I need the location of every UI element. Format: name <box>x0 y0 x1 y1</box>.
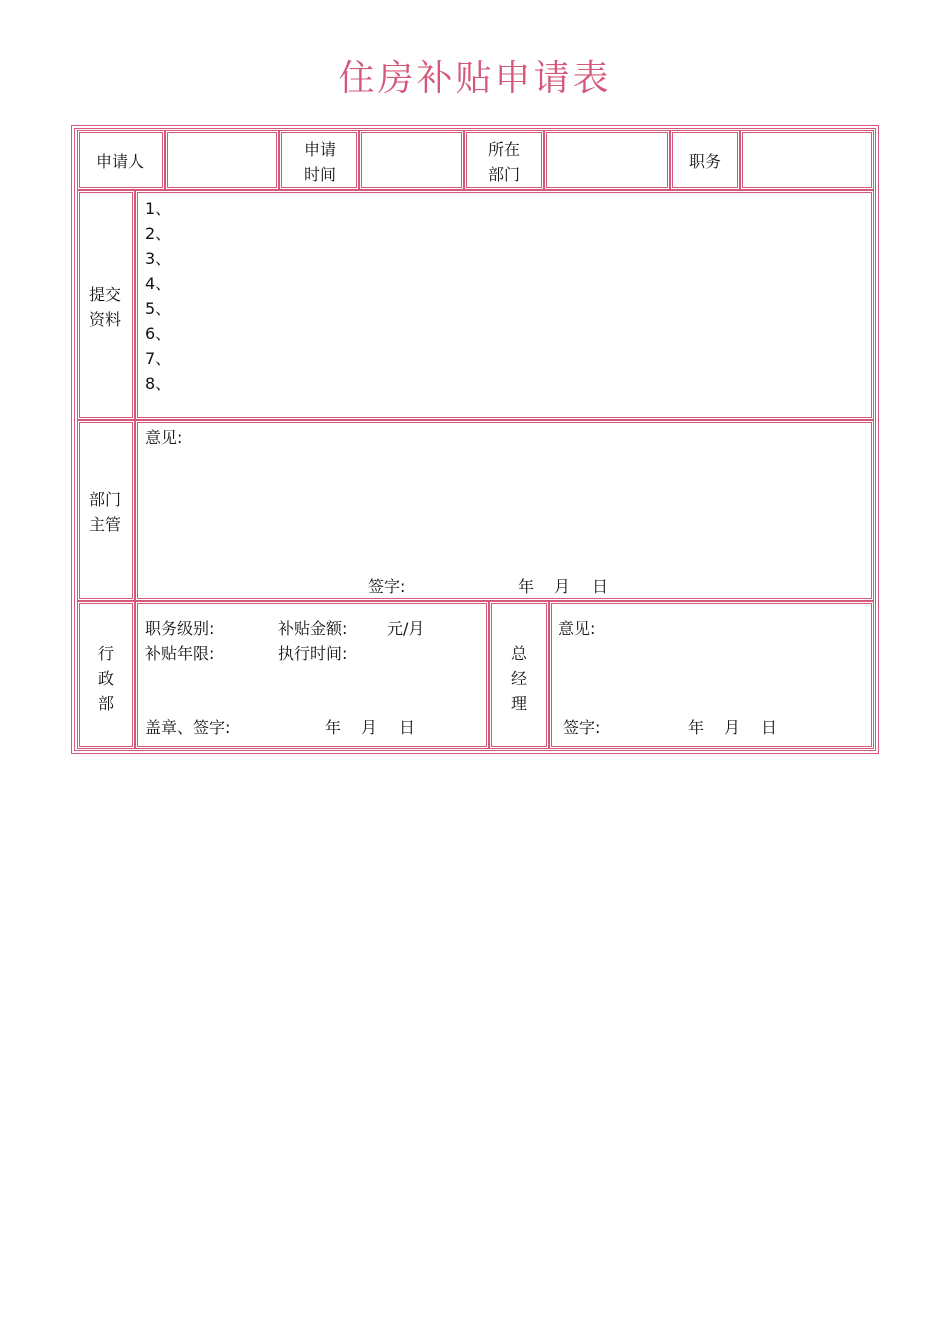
gm-sign-label: 签字: <box>563 718 601 737</box>
department-label-line-1: 所在 <box>488 140 521 159</box>
materials-item: 3、 <box>145 249 172 268</box>
gm-label-line-2: 经 <box>511 669 528 688</box>
admin-content-cell[interactable] <box>135 601 489 749</box>
materials-item: 1、 <box>145 199 172 218</box>
materials-label-line-1: 提交 <box>89 285 122 304</box>
materials-item: 2、 <box>145 224 172 243</box>
gm-day-label: 日 <box>761 718 778 737</box>
materials-item: 6、 <box>145 324 172 343</box>
subsidy-unit-label: 元/月 <box>387 619 425 638</box>
admin-label-cell <box>77 601 135 749</box>
gm-label-cell <box>489 601 549 749</box>
admin-label-line-3: 部 <box>98 694 115 713</box>
job-level-label: 职务级别: <box>145 619 215 638</box>
apply-time-label-line-1: 申请 <box>304 140 337 159</box>
admin-day-label: 日 <box>399 718 416 737</box>
applicant-label-cell <box>77 130 165 190</box>
gm-content-cell[interactable] <box>549 601 874 749</box>
gm-month-label: 月 <box>724 718 741 737</box>
applicant-input-cell[interactable] <box>165 130 279 190</box>
gm-opinion-label: 意见: <box>558 619 596 638</box>
materials-label-line-2: 资料 <box>89 310 122 329</box>
dept-manager-month-label: 月 <box>554 577 571 596</box>
dept-manager-content-cell[interactable] <box>135 420 874 601</box>
subsidy-amount-label: 补贴金额: <box>278 619 348 638</box>
dept-manager-label-line-2: 主管 <box>89 515 122 534</box>
exec-time-label: 执行时间: <box>278 644 348 663</box>
dept-manager-sign-label: 签字: <box>368 577 406 596</box>
apply-time-label-cell <box>279 130 359 190</box>
dept-manager-label-line-1: 部门 <box>89 490 122 509</box>
materials-item: 7、 <box>145 349 172 368</box>
position-input-cell[interactable] <box>740 130 874 190</box>
materials-list <box>145 196 171 396</box>
gm-label-line-3: 理 <box>511 694 528 713</box>
department-label-cell <box>464 130 544 190</box>
department-input-cell[interactable] <box>544 130 670 190</box>
dept-manager-opinion-label: 意见: <box>145 428 183 447</box>
admin-year-label: 年 <box>325 718 342 737</box>
materials-item: 8、 <box>145 374 172 393</box>
subsidy-years-label: 补贴年限: <box>145 644 215 663</box>
materials-label-cell <box>77 190 135 420</box>
materials-item: 5、 <box>145 299 172 318</box>
admin-label-line-1: 行 <box>98 644 115 663</box>
gm-year-label: 年 <box>688 718 705 737</box>
dept-manager-day-label: 日 <box>592 577 609 596</box>
seal-sign-label: 盖章、签字: <box>145 718 231 737</box>
materials-content-cell[interactable] <box>135 190 874 420</box>
apply-time-input-cell[interactable] <box>359 130 464 190</box>
dept-manager-year-label: 年 <box>518 577 535 596</box>
apply-time-label-line-2: 时间 <box>304 165 337 184</box>
gm-label-line-1: 总 <box>511 644 528 663</box>
dept-manager-label-cell <box>77 420 135 601</box>
form-title: 住房补贴申请表 <box>338 58 612 99</box>
department-label-line-2: 部门 <box>488 165 521 184</box>
applicant-label: 申请人 <box>96 152 145 171</box>
position-label: 职务 <box>689 152 722 171</box>
admin-label-line-2: 政 <box>98 669 115 688</box>
position-label-cell <box>670 130 740 190</box>
materials-item: 4、 <box>145 274 172 293</box>
admin-month-label: 月 <box>361 718 378 737</box>
